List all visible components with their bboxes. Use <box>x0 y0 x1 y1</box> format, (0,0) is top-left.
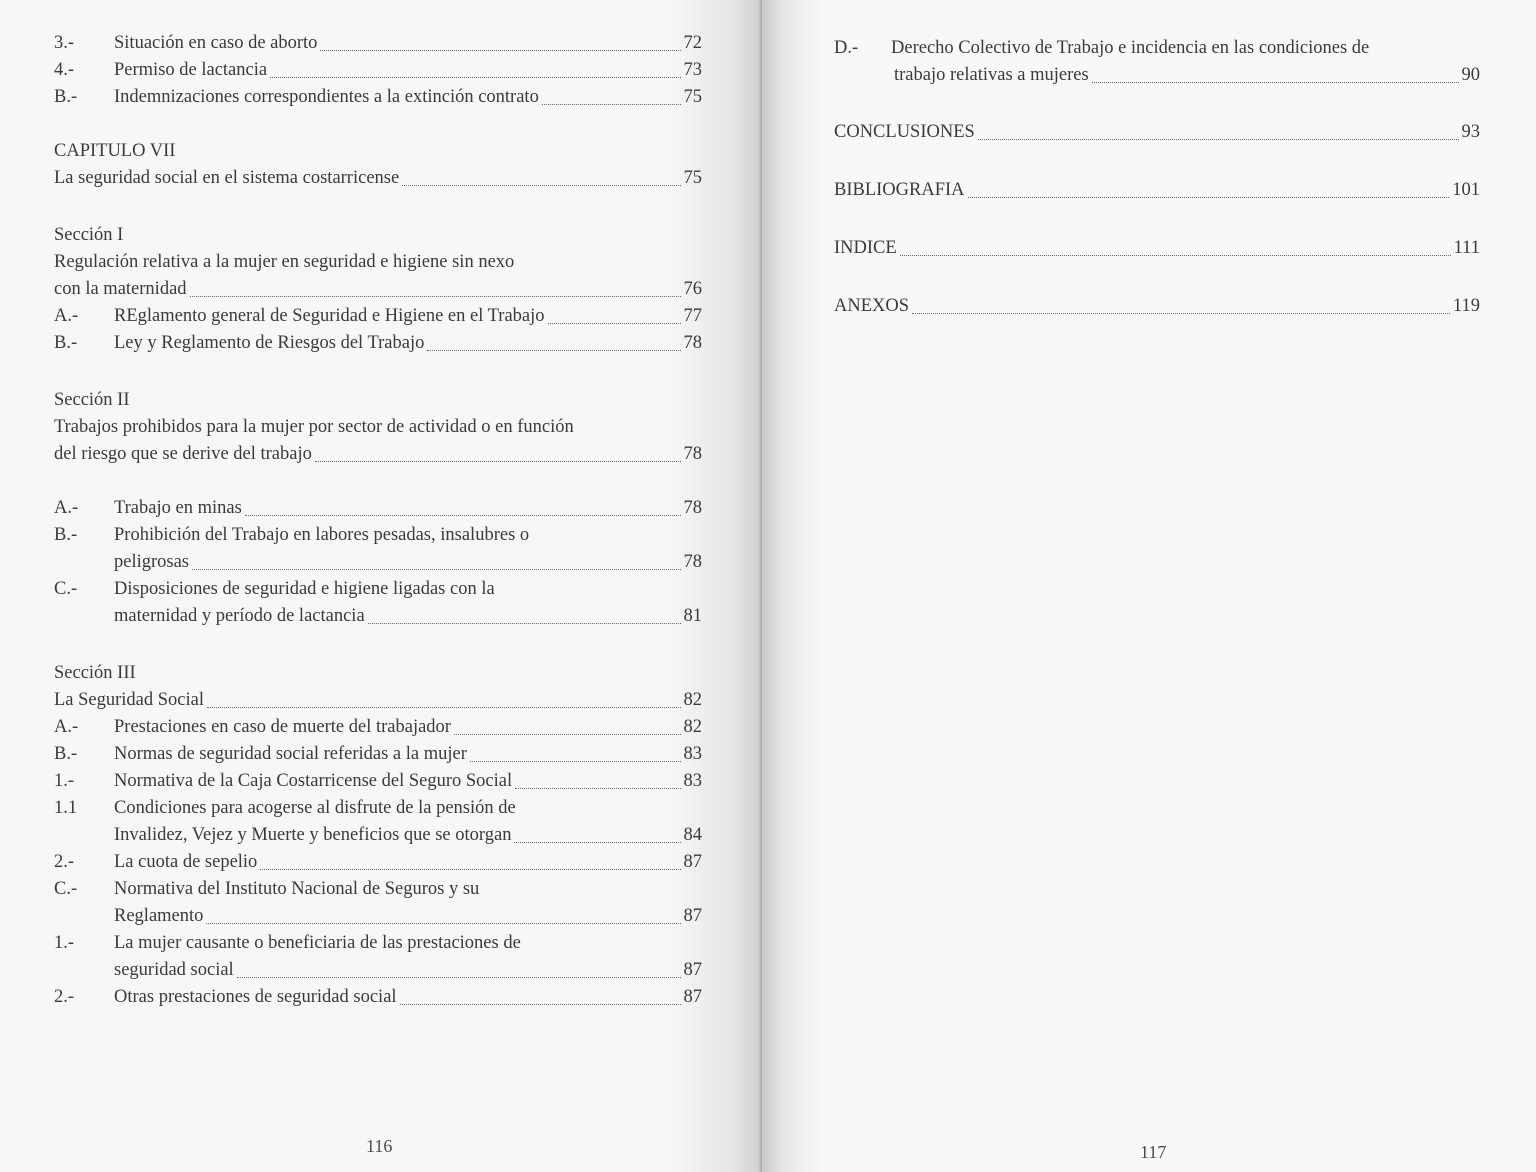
entry-label: Indemnizaciones correspondientes a la extinción contrato <box>114 87 539 107</box>
dot-leader <box>237 977 681 978</box>
entry-page: 101 <box>1452 180 1480 200</box>
toc-entry <box>54 714 702 741</box>
toc-entry <box>834 177 1480 204</box>
entry-page: 72 <box>683 33 702 53</box>
entry-label: Permiso de lactancia <box>114 60 268 80</box>
entry-label: Trabajo en minas <box>114 498 242 518</box>
entry-page: 93 <box>1461 122 1480 142</box>
entry-mark: A.- <box>54 717 79 737</box>
entry-page: 83 <box>683 771 702 791</box>
left-toc <box>54 30 702 1011</box>
entry-label: Ley y Reglamento de Riesgos del Trabajo <box>114 333 425 353</box>
entry-mark: 2.- <box>54 852 75 872</box>
entry-label: Disposiciones de seguridad e higiene ligadas con la <box>114 579 495 599</box>
dot-leader <box>978 139 1459 140</box>
entry-page: 75 <box>683 87 702 107</box>
dot-leader <box>1092 82 1459 83</box>
toc-entry <box>54 495 702 522</box>
entry-label: INDICE <box>834 238 897 258</box>
entry-label: Prohibición del Trabajo en labores pesadas, insalubres o <box>114 525 530 545</box>
entry-page: 78 <box>683 333 702 353</box>
toc-entry <box>54 741 702 768</box>
toc-entry <box>54 876 702 903</box>
dot-leader <box>454 734 681 735</box>
entry-label: Situación en caso de aborto <box>114 33 318 53</box>
dot-leader <box>315 461 681 462</box>
section-title-end: del riesgo que se derive del trabajo 78 <box>54 441 702 468</box>
toc-entry <box>54 165 702 192</box>
dot-leader <box>900 255 1451 256</box>
entry-label: Reglamento <box>114 906 204 926</box>
toc-entry <box>54 84 702 111</box>
entry-label: Normativa del Instituto Nacional de Seguros y su <box>114 879 480 899</box>
toc-entry <box>54 522 702 549</box>
toc-entry <box>54 984 702 1011</box>
dot-leader <box>190 296 681 297</box>
dot-leader <box>400 1004 681 1005</box>
dot-leader <box>245 515 681 516</box>
entry-label: Otras prestaciones de seguridad social <box>114 987 397 1007</box>
toc-entry-continued <box>54 822 702 849</box>
section-heading: Sección I <box>54 225 124 245</box>
entry-label: La cuota de sepelio <box>114 852 258 872</box>
dot-leader <box>427 350 680 351</box>
section-title: Trabajos prohibidos para la mujer por sector de actividad o en función <box>54 417 574 437</box>
entry-page: 78 <box>683 444 702 464</box>
entry-page: 87 <box>683 852 702 872</box>
section-title: Regulación relativa a la mujer en seguridad e higiene sin nexo <box>54 252 515 272</box>
entry-mark: B.- <box>54 333 78 353</box>
right-toc <box>834 35 1480 320</box>
entry-page: 87 <box>683 987 702 1007</box>
entry-page: 119 <box>1452 296 1480 316</box>
toc-entry <box>54 930 702 957</box>
entry-label: La seguridad social en el sistema costarricense <box>54 168 400 188</box>
toc-entry <box>54 576 702 603</box>
dot-leader <box>514 842 680 843</box>
entry-page: 87 <box>683 906 702 926</box>
entry-label: Normativa de la Caja Costarricense del Seguro Social <box>114 771 513 791</box>
toc-entry-continued <box>54 957 702 984</box>
entry-page: 111 <box>1453 238 1480 258</box>
section-title-end: con la maternidad 76 <box>54 276 702 303</box>
entry-page: 87 <box>683 960 702 980</box>
dot-leader <box>968 197 1450 198</box>
entry-mark: A.- <box>54 306 79 326</box>
entry-mark: 1.- <box>54 771 75 791</box>
entry-mark: 3.- <box>54 33 75 53</box>
entry-mark: B.- <box>54 87 78 107</box>
entry-label: REglamento general de Seguridad e Higiene en el Trabajo <box>114 306 545 326</box>
entry-mark: 1.- <box>54 933 75 953</box>
dot-leader <box>548 323 681 324</box>
entry-label: Prestaciones en caso de muerte del trabajador <box>114 717 451 737</box>
toc-entry-continued <box>54 903 702 930</box>
dot-leader <box>368 623 681 624</box>
dot-leader <box>207 707 680 708</box>
dot-leader <box>320 50 680 51</box>
toc-entry-continued <box>54 549 702 576</box>
entry-label: CONCLUSIONES <box>834 122 975 142</box>
entry-mark: 1.1 <box>54 798 78 818</box>
toc-entry <box>54 768 702 795</box>
dot-leader <box>192 569 680 570</box>
toc-entry <box>54 57 702 84</box>
toc-entry <box>54 849 702 876</box>
toc-entry <box>834 119 1480 146</box>
toc-entry <box>834 35 1480 62</box>
entry-page: 83 <box>683 744 702 764</box>
entry-mark: C.- <box>54 879 78 899</box>
toc-entry <box>54 795 702 822</box>
entry-page: 78 <box>683 498 702 518</box>
entry-mark: C.- <box>54 579 78 599</box>
toc-entry <box>834 235 1480 262</box>
toc-entry <box>834 293 1480 320</box>
entry-mark: 4.- <box>54 60 75 80</box>
dot-leader <box>470 761 681 762</box>
entry-label: La mujer causante o beneficiaria de las prestaciones de <box>114 933 521 953</box>
toc-entry <box>54 303 702 330</box>
dot-leader <box>260 869 680 870</box>
entry-page: 82 <box>683 717 702 737</box>
entry-mark: A.- <box>54 498 79 518</box>
chapter-heading: CAPITULO VII <box>54 141 176 161</box>
entry-page: 76 <box>683 279 702 299</box>
entry-label: peligrosas <box>114 552 190 572</box>
toc-entry-continued <box>834 62 1480 89</box>
dot-leader <box>206 923 680 924</box>
section-heading: Sección III <box>54 663 136 683</box>
entry-label: maternidad y período de lactancia <box>114 606 365 626</box>
entry-page: 77 <box>683 306 702 326</box>
dot-leader <box>542 104 681 105</box>
page-number: 117 <box>1140 1142 1167 1162</box>
entry-page: 78 <box>683 552 702 572</box>
dot-leader <box>402 185 680 186</box>
entry-page: 75 <box>683 168 702 188</box>
entry-page: 73 <box>683 60 702 80</box>
entry-page: 82 <box>683 690 702 710</box>
page-number: 116 <box>366 1136 393 1156</box>
entry-label: BIBLIOGRAFIA <box>834 180 965 200</box>
entry-page: 81 <box>683 606 702 626</box>
dot-leader <box>515 788 680 789</box>
entry-page: 84 <box>683 825 702 845</box>
entry-label: seguridad social <box>114 960 234 980</box>
entry-mark: B.- <box>54 525 78 545</box>
entry-mark: B.- <box>54 744 78 764</box>
entry-label: ANEXOS <box>834 296 910 316</box>
entry-label: Derecho Colectivo de Trabajo e incidencia en las condiciones de <box>891 38 1370 58</box>
entry-label: Invalidez, Vejez y Muerte y beneficios que se otorgan <box>114 825 512 845</box>
entry-mark: 2.- <box>54 987 75 1007</box>
entry-label: Normas de seguridad social referidas a la mujer <box>114 744 467 764</box>
toc-entry <box>54 330 702 357</box>
toc-entry <box>54 30 702 57</box>
section-title-end: La Seguridad Social 82 <box>54 687 702 714</box>
section-heading: Sección II <box>54 390 130 410</box>
entry-page: 90 <box>1461 65 1480 85</box>
dot-leader <box>270 77 680 78</box>
dot-leader <box>912 313 1450 314</box>
toc-entry-continued <box>54 603 702 630</box>
entry-label: trabajo relativas a mujeres <box>894 65 1089 85</box>
entry-label: Condiciones para acogerse al disfrute de la pensión de <box>114 798 516 818</box>
entry-mark: D.- <box>834 38 859 58</box>
left-page <box>0 0 762 1172</box>
